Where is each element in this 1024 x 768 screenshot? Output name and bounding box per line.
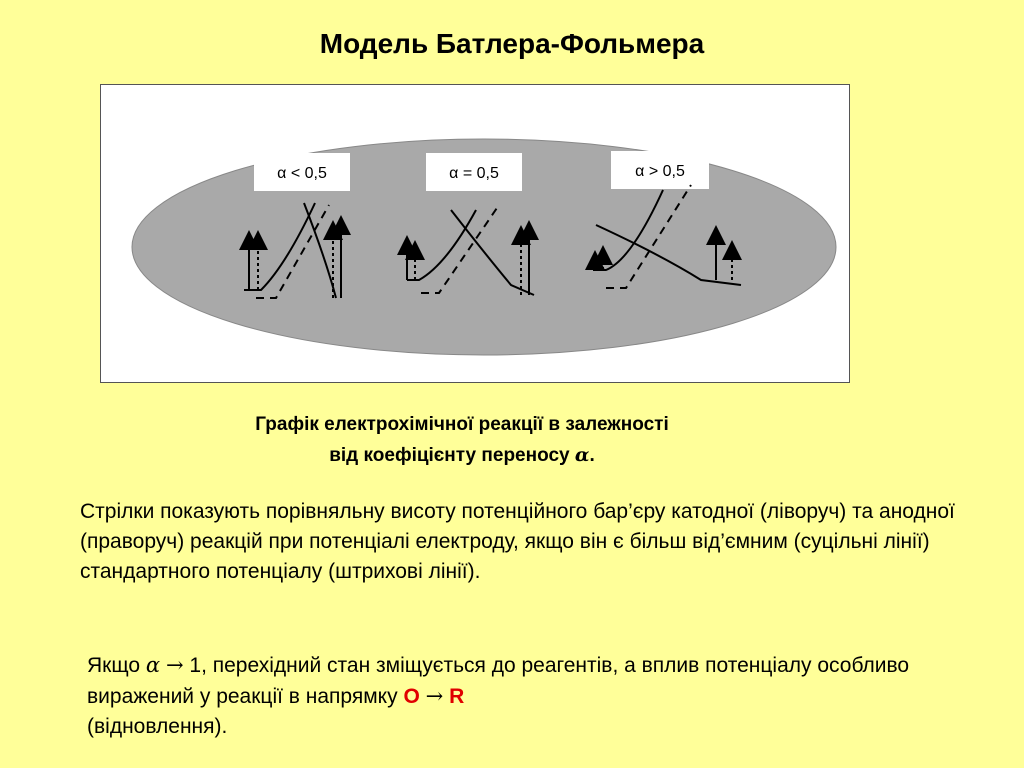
para2-middle: 1, перехідний стан зміщується до реагентів, а вплив потенціалу особливо виражений у реакції в напрямку (87, 654, 910, 708)
label-alpha-less: α < 0,5 (277, 165, 327, 182)
para2-o: O (403, 685, 420, 708)
para2-r: R (449, 685, 465, 708)
figure-caption (150, 410, 774, 471)
caption-period: . (589, 445, 595, 466)
para2-arrow: → (165, 653, 184, 677)
slide-title: Модель Батлера-Фольмера (319, 28, 705, 59)
explanation-paragraph: Стрілки показують порівняльну висоту потенційного бар’єру катодної (ліворуч) та анодної (праворуч) реакцій при потенціалі електроду, якщо він є більш від’ємним (суцільні лінії) стандартного потенціалу (штрихові лінії). (80, 500, 955, 583)
butler-volmer-figure (100, 84, 850, 383)
para2-arrow2: → (425, 684, 444, 708)
caption-line-1: Графік електрохімічної реакції в залежності (255, 414, 669, 435)
para2-alpha: α (145, 653, 161, 677)
label-alpha-equal: α = 0,5 (449, 165, 499, 182)
label-alpha-greater: α > 0,5 (635, 163, 685, 180)
para2-suffix: (відновлення). (87, 715, 228, 738)
caption-alpha-symbol: α (574, 444, 590, 466)
caption-text: від коефіцієнту переносу (329, 445, 570, 466)
alpha-note-paragraph (87, 650, 967, 742)
caption-line-2 (150, 440, 774, 471)
para2-prefix: Якщо (87, 654, 141, 677)
energy-diagram (101, 85, 851, 384)
